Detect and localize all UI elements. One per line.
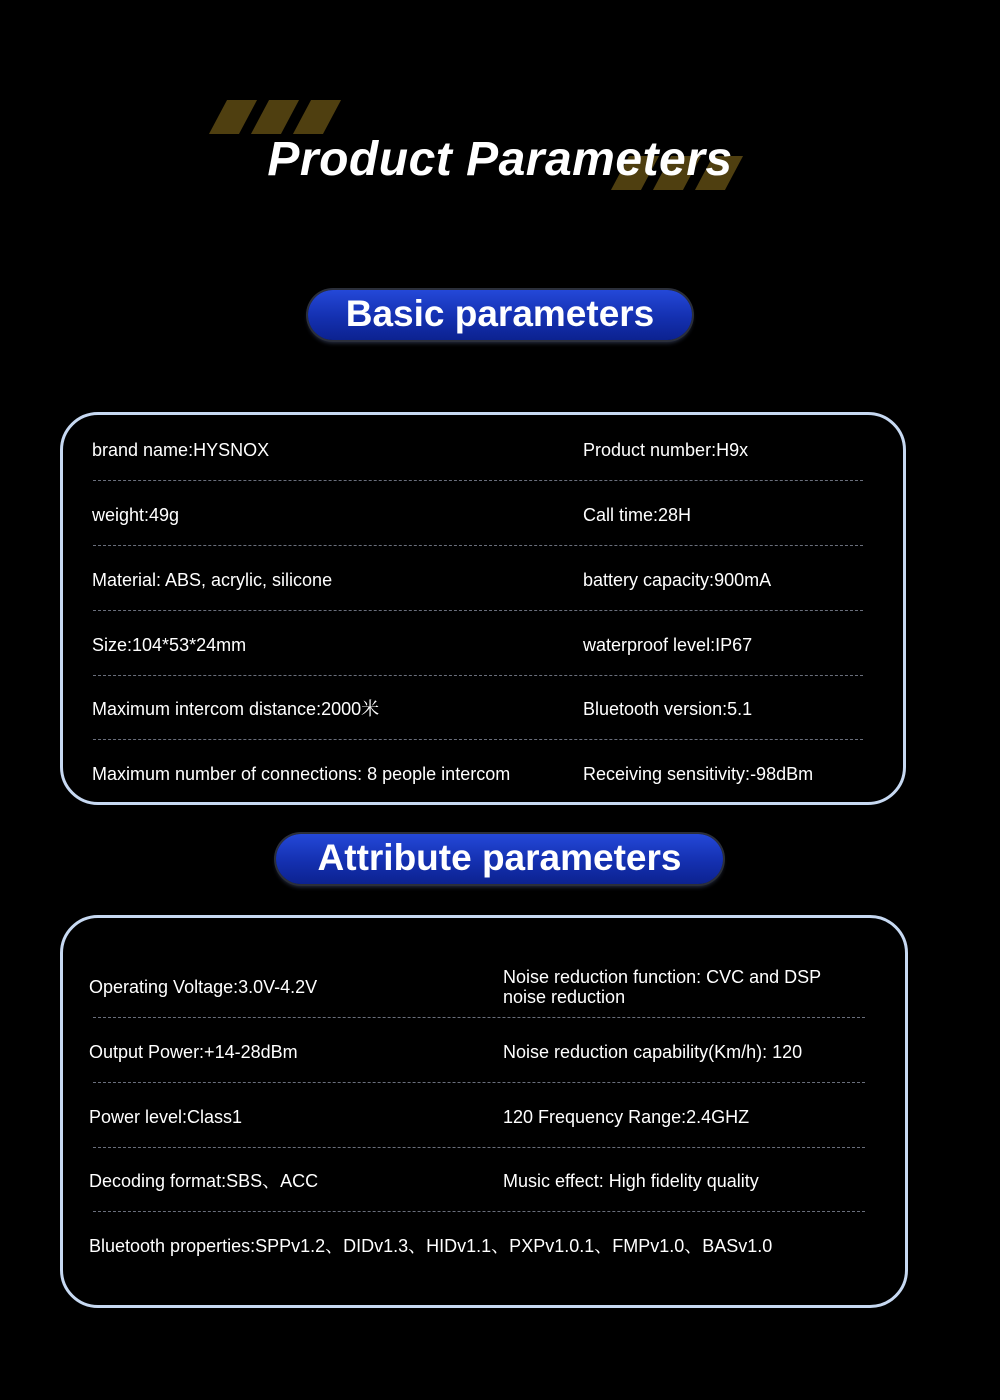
section-heading-attribute: Attribute parameters [276, 834, 723, 884]
param-right: waterproof level:IP67 [583, 635, 753, 655]
param-row [63, 1085, 905, 1149]
param-row [63, 677, 903, 741]
row-divider [93, 610, 863, 611]
param-right: Noise reduction capability(Km/h): 120 [503, 1042, 803, 1062]
attribute-parameters-panel [60, 915, 908, 1308]
param-left: brand name:HYSNOX [92, 440, 270, 460]
row-divider [93, 1017, 865, 1018]
param-right: battery capacity:900mA [583, 570, 772, 590]
param-row [63, 418, 903, 482]
param-left: Material: ABS, acrylic, silicone [92, 570, 333, 590]
param-row [63, 955, 905, 1019]
param-right: 120 Frequency Range:2.4GHZ [503, 1107, 750, 1127]
basic-parameters-panel [60, 412, 906, 805]
param-left: Decoding format:SBS、ACC [89, 1171, 319, 1191]
param-right: Music effect: High fidelity quality [503, 1171, 759, 1191]
param-row [63, 613, 903, 677]
param-right: Noise reduction function: CVC and DSP noise reduction [503, 967, 821, 1007]
param-right: Call time:28H [583, 505, 692, 525]
row-divider [93, 1147, 865, 1148]
row-divider [93, 480, 863, 481]
param-left: Bluetooth properties:SPPv1.2、DIDv1.3、HIDv1.1、PXPv1.0.1、FMPv1.0、BASv1.0 [89, 1236, 773, 1256]
param-row [63, 1020, 905, 1084]
page-title: Product Parameters [267, 133, 733, 186]
row-divider [93, 545, 863, 546]
param-left: weight:49g [92, 505, 180, 525]
param-left: Output Power:+14-28dBm [89, 1042, 298, 1062]
row-divider [93, 1211, 865, 1212]
param-left: Size:104*53*24mm [92, 635, 247, 655]
param-left: Operating Voltage:3.0V-4.2V [89, 977, 318, 997]
param-left: Maximum intercom distance:2000米 [92, 699, 380, 719]
param-right: Product number:H9x [583, 440, 749, 460]
param-row [63, 1149, 905, 1213]
row-divider [93, 1082, 865, 1083]
param-left: Maximum number of connections: 8 people intercom [92, 764, 511, 784]
section-heading-basic: Basic parameters [308, 290, 692, 340]
param-row [63, 483, 903, 547]
param-right: Receiving sensitivity:-98dBm [583, 764, 814, 784]
row-divider [93, 739, 863, 740]
param-right: Bluetooth version:5.1 [583, 699, 753, 719]
param-row [63, 548, 903, 612]
row-divider [93, 675, 863, 676]
param-row [63, 1214, 905, 1278]
param-row [63, 742, 903, 806]
param-left: Power level:Class1 [89, 1107, 243, 1127]
